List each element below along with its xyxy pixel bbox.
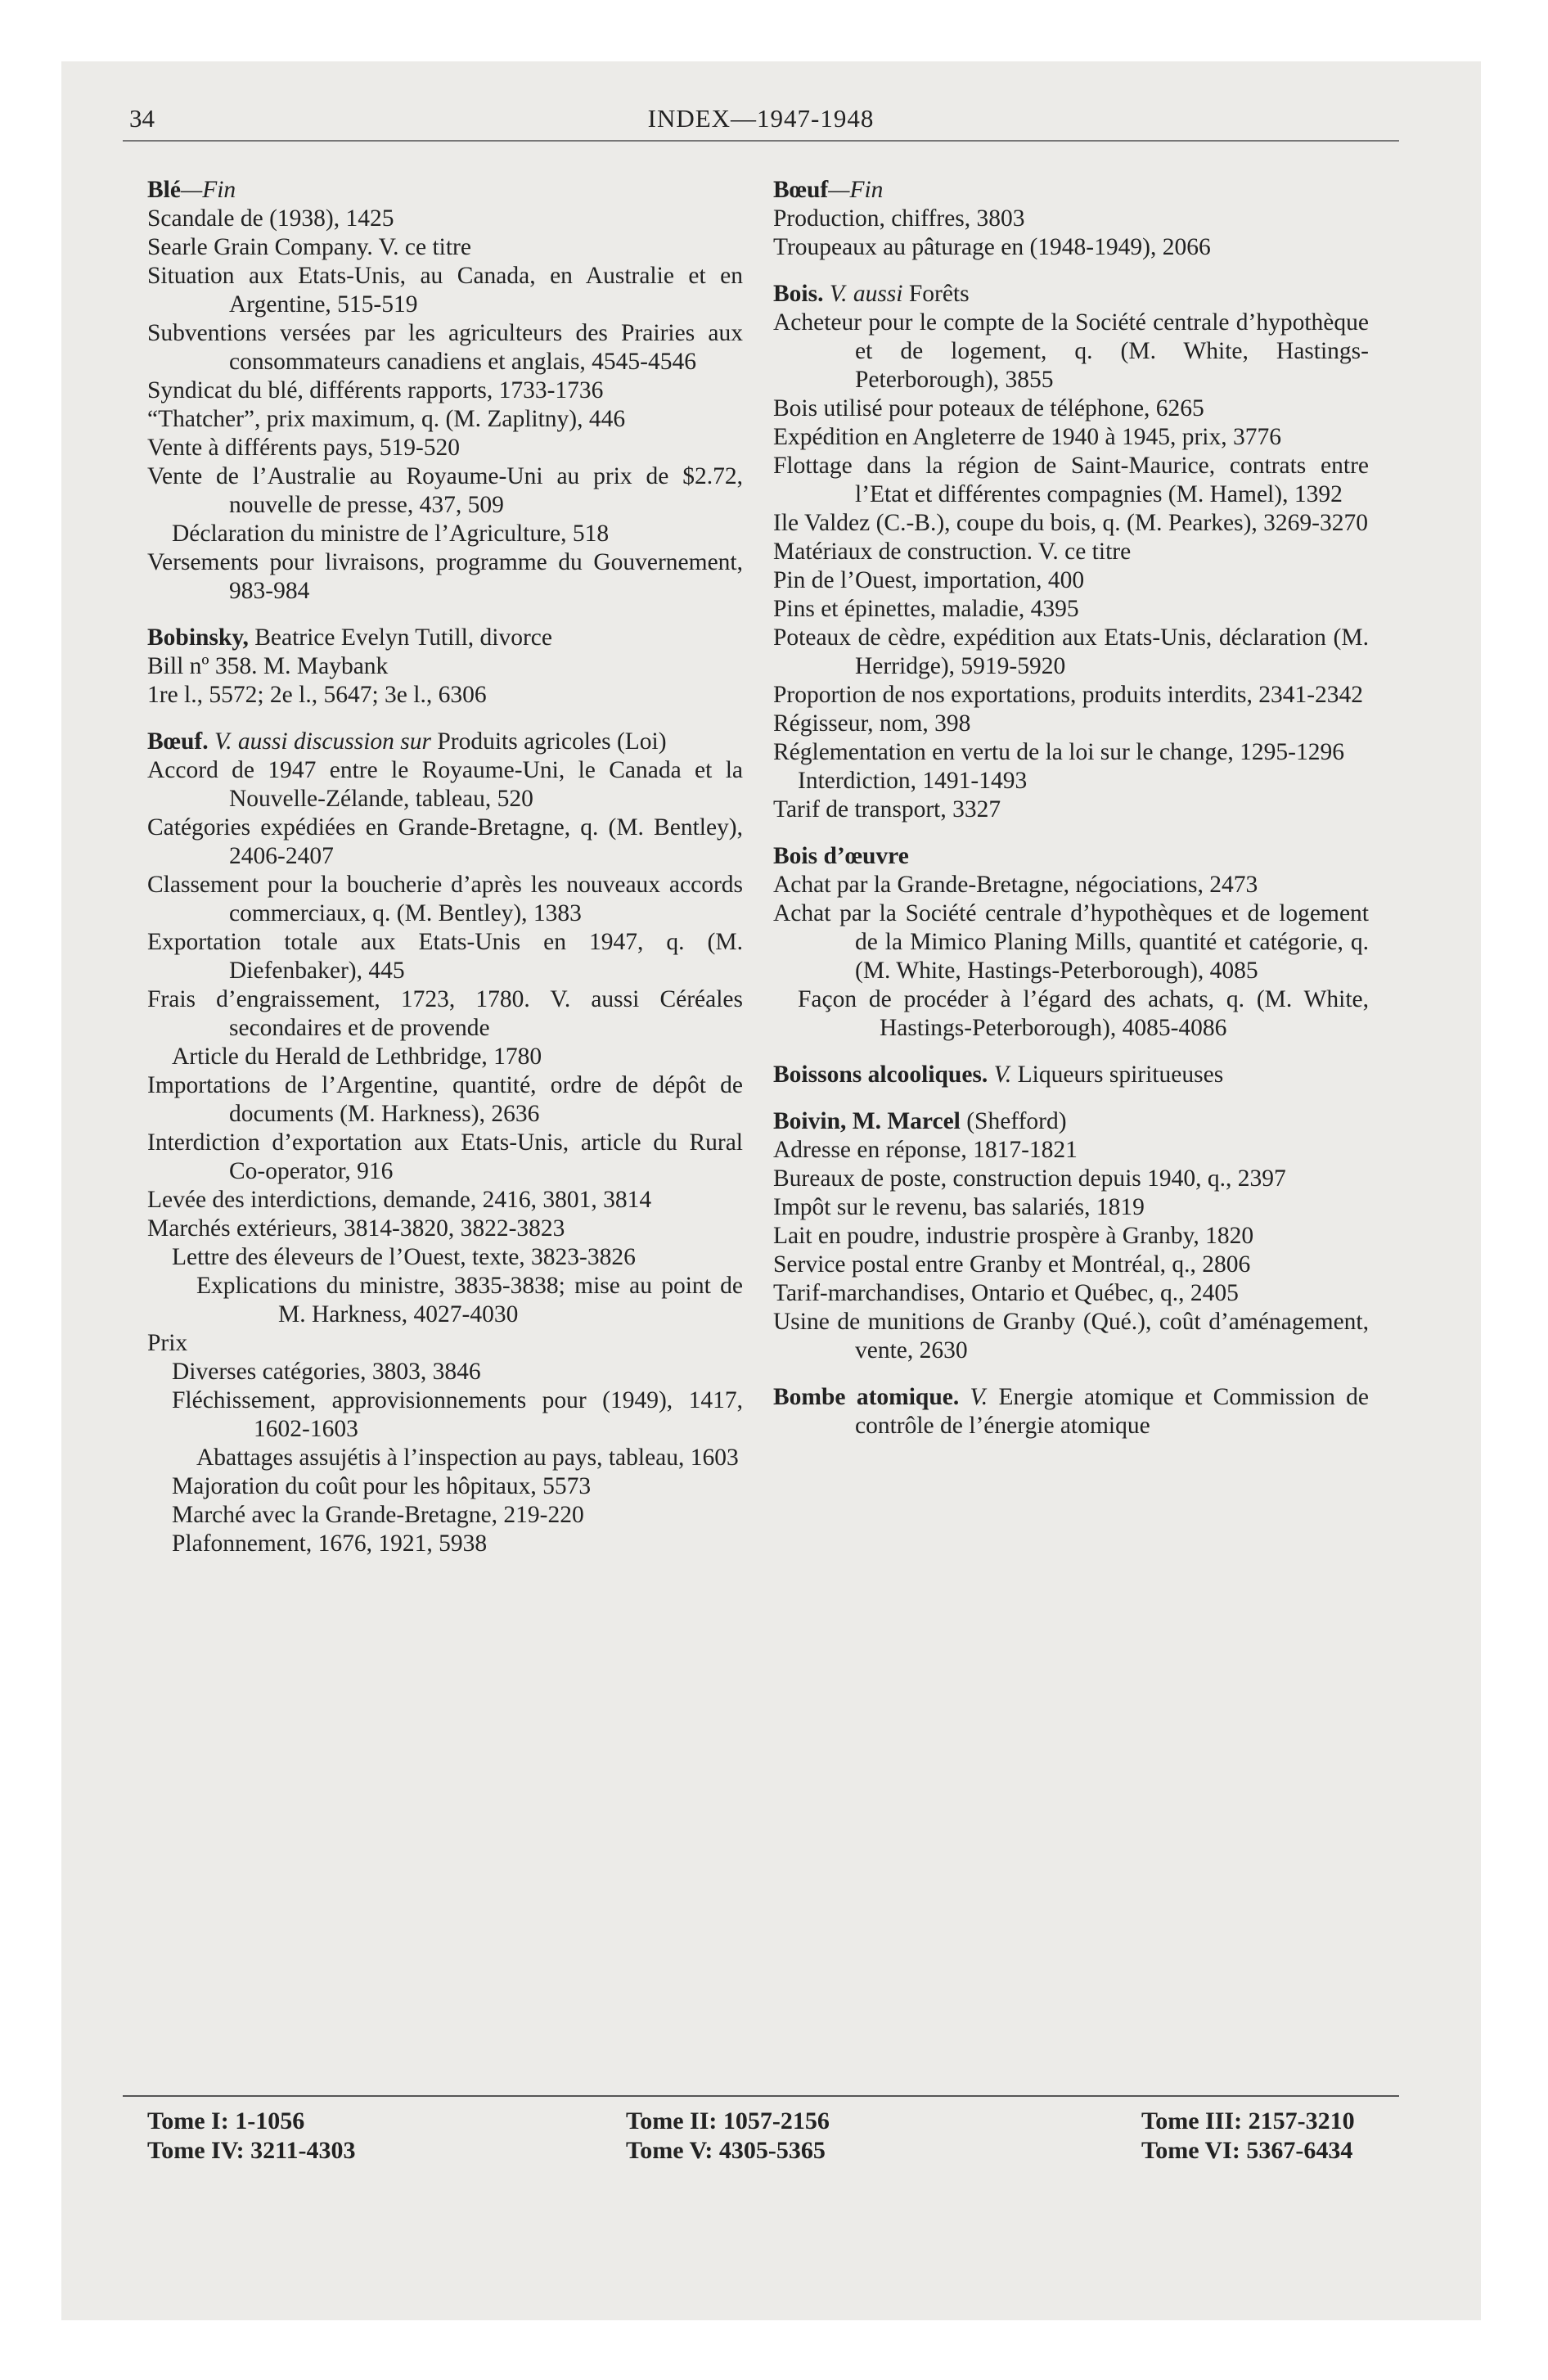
left-column bbox=[147, 176, 743, 1566]
entry-subitem: Flottage dans la région de Saint-Maurice, contrats entre l’Etat et différentes compagnies (M. Hamel), 1392 bbox=[773, 453, 1369, 507]
entry-subitem: Usine de munitions de Granby (Qué.), coût d’aménagement, vente, 2630 bbox=[773, 1309, 1369, 1364]
entry-subitem: Marchés extérieurs, 3814-3820, 3822-3823 bbox=[147, 1215, 565, 1242]
index-entry bbox=[773, 176, 1369, 262]
entry-heading: Bombe atomique. V. Energie atomique et Commission de contrôle de l’énergie atomique bbox=[773, 1384, 1370, 1439]
entry-subitem: Pins et épinettes, maladie, 4395 bbox=[773, 596, 1079, 622]
index-entry bbox=[773, 1383, 1369, 1440]
entry-subitem: “Thatcher”, prix maximum, q. (M. Zaplitny), 446 bbox=[147, 406, 626, 432]
entry-subitem: Pin de l’Ouest, importation, 400 bbox=[773, 567, 1085, 593]
entry-subitem: Marché avec la Grande-Bretagne, 219-220 bbox=[172, 1502, 584, 1528]
entry-subitem: Lait en poudre, industrie prospère à Granby, 1820 bbox=[773, 1223, 1254, 1249]
entry-subitem: Levée des interdictions, demande, 2416, 3801, 3814 bbox=[147, 1187, 652, 1213]
page-title: INDEX—1947-1948 bbox=[647, 104, 875, 133]
entry-subitem: Frais d’engraissement, 1723, 1780. V. aussi Céréales secondaires et de provende bbox=[147, 986, 743, 1041]
index-entry bbox=[147, 176, 743, 606]
entry-heading: Bois. V. aussi Forêts bbox=[773, 281, 970, 307]
entry-subitem: Matériaux de construction. V. ce titre bbox=[773, 539, 1132, 565]
entry-subitem: Vente de l’Australie au Royaume-Uni au prix de $2.72, nouvelle de presse, 437, 509 bbox=[147, 463, 743, 518]
entry-subitem: Plafonnement, 1676, 1921, 5938 bbox=[172, 1530, 488, 1557]
footer-row bbox=[123, 2136, 1399, 2166]
entry-subitem: Expédition en Angleterre de 1940 à 1945, prix, 3776 bbox=[773, 424, 1281, 450]
entry-heading: Bœuf—Fin bbox=[773, 177, 884, 203]
volume-range: Tome IV: 3211-4303 bbox=[147, 2137, 356, 2164]
entry-heading: Bœuf. V. aussi discussion sur Produits agricoles (Loi) bbox=[147, 728, 667, 755]
index-entry bbox=[147, 728, 743, 1558]
entry-subitem: Production, chiffres, 3803 bbox=[773, 205, 1025, 232]
right-column bbox=[773, 176, 1369, 1449]
entry-subitem: Bureaux de poste, construction depuis 1940, q., 2397 bbox=[773, 1165, 1286, 1192]
entry-subitem: Achat par la Société centrale d’hypothèques et de logement de la Mimico Planing Mills, quantité et catégorie, q. (M. White, Hastings-Peterborough), 4085 bbox=[773, 900, 1369, 984]
entry-heading: Bobinsky, Beatrice Evelyn Tutill, divorce bbox=[147, 624, 552, 651]
entry-subitem: Accord de 1947 entre le Royaume-Uni, le Canada et la Nouvelle-Zélande, tableau, 520 bbox=[147, 757, 743, 812]
entry-subitem: Poteaux de cèdre, expédition aux Etats-Unis, déclaration (M. Herridge), 5919-5920 bbox=[773, 624, 1369, 679]
entry-subitem: Importations de l’Argentine, quantité, ordre de dépôt de documents (M. Harkness), 2636 bbox=[147, 1072, 743, 1127]
volume-range: Tome I: 1-1056 bbox=[147, 2107, 305, 2134]
entry-subitem: Impôt sur le revenu, bas salariés, 1819 bbox=[773, 1194, 1145, 1220]
page-number: 34 bbox=[129, 104, 155, 133]
entry-subitem: Bois utilisé pour poteaux de téléphone, 6265 bbox=[773, 395, 1204, 421]
index-entry bbox=[773, 1107, 1369, 1365]
entry-subitem: Acheteur pour le compte de la Société centrale d’hypothèque et de logement, q. (M. White, Hastings-Peterborough), 3855 bbox=[773, 309, 1369, 393]
volume-range: Tome V: 4305-5365 bbox=[626, 2137, 826, 2164]
entry-subitem: Lettre des éleveurs de l’Ouest, texte, 3823-3826 bbox=[172, 1244, 636, 1270]
entry-heading: Boivin, M. Marcel (Shefford) bbox=[773, 1108, 1067, 1134]
entry-subitem: Adresse en réponse, 1817-1821 bbox=[773, 1137, 1078, 1163]
entry-subitem: Classement pour la boucherie d’après les nouveaux accords commerciaux, q. (M. Bentley), 1383 bbox=[147, 872, 743, 926]
entry-subitem: Scandale de (1938), 1425 bbox=[147, 205, 394, 232]
entry-subitem: Explications du ministre, 3835-3838; mise au point de M. Harkness, 4027-4030 bbox=[196, 1273, 743, 1327]
index-entry bbox=[773, 1061, 1369, 1089]
entry-subitem: Achat par la Grande-Bretagne, négociations, 2473 bbox=[773, 872, 1258, 898]
entry-heading: Bois d’œuvre bbox=[773, 843, 909, 869]
entry-subitem: Diverses catégories, 3803, 3846 bbox=[172, 1359, 481, 1385]
entry-subitem: Searle Grain Company. V. ce titre bbox=[147, 234, 471, 260]
index-entry bbox=[147, 624, 743, 710]
entry-subitem: Troupeaux au pâturage en (1948-1949), 2066 bbox=[773, 234, 1211, 260]
volume-range: Tome II: 1057-2156 bbox=[626, 2107, 830, 2134]
entry-subitem: Versements pour livraisons, programme du Gouvernement, 983-984 bbox=[147, 549, 743, 604]
index-page bbox=[61, 61, 1481, 2320]
volume-footer bbox=[123, 2095, 1399, 2166]
entry-subitem: Article du Herald de Lethbridge, 1780 bbox=[172, 1044, 542, 1070]
entry-subitem: 1re l., 5572; 2e l., 5647; 3e l., 6306 bbox=[147, 682, 487, 708]
entry-subitem: Tarif-marchandises, Ontario et Québec, q., 2405 bbox=[773, 1280, 1239, 1306]
entry-subitem: Exportation totale aux Etats-Unis en 1947, q. (M. Diefenbaker), 445 bbox=[147, 929, 743, 984]
entry-subitem: Service postal entre Granby et Montréal, q., 2806 bbox=[773, 1251, 1251, 1278]
entry-subitem: Bill nº 358. M. Maybank bbox=[147, 653, 389, 679]
entry-subitem: Majoration du coût pour les hôpitaux, 5573 bbox=[172, 1473, 592, 1499]
volume-range: Tome VI: 5367-6434 bbox=[1141, 2137, 1353, 2164]
entry-subitem: Ile Valdez (C.-B.), coupe du bois, q. (M. Pearkes), 3269-3270 bbox=[773, 510, 1368, 536]
entry-subitem: Syndicat du blé, différents rapports, 1733-1736 bbox=[147, 377, 604, 403]
entry-heading: Blé—Fin bbox=[147, 177, 236, 203]
volume-range: Tome III: 2157-3210 bbox=[1141, 2107, 1355, 2134]
entry-subitem: Abattages assujétis à l’inspection au pays, tableau, 1603 bbox=[196, 1445, 739, 1471]
entry-subitem: Subventions versées par les agriculteurs des Prairies aux consommateurs canadiens et anglais, 4545-4546 bbox=[147, 320, 743, 375]
entry-subitem: Réglementation en vertu de la loi sur le change, 1295-1296 bbox=[773, 739, 1344, 765]
entry-subitem: Vente à différents pays, 519-520 bbox=[147, 435, 461, 461]
entry-subitem: Fléchissement, approvisionnements pour (1949), 1417, 1602-1603 bbox=[172, 1387, 743, 1442]
entry-subitem: Tarif de transport, 3327 bbox=[773, 796, 1001, 823]
entry-heading: Boissons alcooliques. V. Liqueurs spiritueuses bbox=[773, 1062, 1224, 1088]
page-header bbox=[123, 102, 1399, 142]
entry-subitem: Déclaration du ministre de l’Agriculture, 518 bbox=[172, 521, 610, 547]
index-entry bbox=[773, 842, 1369, 1043]
entry-subitem: Interdiction d’exportation aux Etats-Unis, article du Rural Co-operator, 916 bbox=[147, 1129, 743, 1184]
footer-row bbox=[123, 2107, 1399, 2136]
entry-subitem: Interdiction, 1491-1493 bbox=[798, 768, 1028, 794]
index-entry bbox=[773, 280, 1369, 824]
entry-subitem: Prix bbox=[147, 1330, 188, 1356]
entry-subitem: Proportion de nos exportations, produits interdits, 2341-2342 bbox=[773, 682, 1364, 708]
entry-subitem: Catégories expédiées en Grande-Bretagne, q. (M. Bentley), 2406-2407 bbox=[147, 814, 743, 869]
entry-subitem: Situation aux Etats-Unis, au Canada, en Australie et en Argentine, 515-519 bbox=[147, 263, 743, 318]
entry-subitem: Régisseur, nom, 398 bbox=[773, 710, 971, 737]
entry-subitem: Façon de procéder à l’égard des achats, q. (M. White, Hastings-Peterborough), 4085-4086 bbox=[798, 986, 1369, 1041]
